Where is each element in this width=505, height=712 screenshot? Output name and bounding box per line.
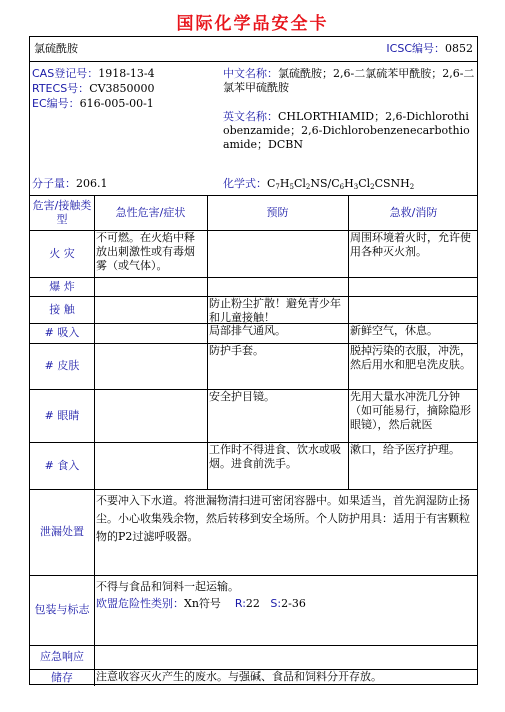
rtecs-value: CV3850000 <box>89 82 155 95</box>
column-header: 急性危害/症状 <box>115 205 186 219</box>
eu-classification <box>96 597 477 611</box>
formula-part: C <box>267 177 276 190</box>
divider <box>30 61 477 62</box>
first-aid <box>348 296 479 323</box>
formula-subscript: 2 <box>370 183 375 191</box>
hazard-type: # 吸入 <box>44 326 80 339</box>
first-aid: 脱掉污染的衣服，冲洗，然后用水和肥皂洗皮肤。 <box>350 344 471 371</box>
safety-card <box>29 36 478 685</box>
cas-number <box>32 67 155 81</box>
english-name <box>223 110 475 152</box>
hazard-symptom <box>94 442 207 489</box>
first-aid: 先用大量水冲洗几分钟（如可能易行，摘除隐形眼镜），然后就医 <box>350 390 471 431</box>
ec-label: EC编号： <box>32 97 80 110</box>
cas-label: CAS登记号： <box>32 67 99 80</box>
formula-subscript: 7 <box>275 183 280 191</box>
hazard-symptom <box>94 296 207 323</box>
column-header: 预防 <box>266 205 289 219</box>
icsc-value: 0852 <box>445 42 473 55</box>
packaging-line: 不得与食品和饲料一起运输。 <box>96 580 239 593</box>
icsc-number <box>386 42 473 56</box>
ec-value: 616-005-00-1 <box>79 97 154 110</box>
hazard-type: # 食入 <box>44 458 80 472</box>
formula-subscript: 3 <box>353 183 359 191</box>
formula-part: H <box>344 177 354 190</box>
prevention: 局部排气通风。 <box>209 324 286 337</box>
spill-text: 不要冲入下水道。将泄漏物清扫进可密闭容器中。如果适当，首先润湿防止扬尘。小心收集残余物，然后转移到安全场所。个人防护用具：适用于有害颗粒物的P2过滤呼吸器。 <box>96 494 470 543</box>
column-header: 危害/接触类型 <box>32 198 92 226</box>
divider <box>94 195 95 489</box>
spill-label: 泄漏处置 <box>40 525 84 538</box>
formula-part: Cl <box>293 177 306 190</box>
eu-label: 欧盟危险性类别： <box>96 597 184 610</box>
hazard-type: # 眼睛 <box>44 408 80 422</box>
hazard-type: 火 灾 <box>49 246 75 260</box>
hazard-type: 接 触 <box>49 302 75 316</box>
hazard-type: 爆 炸 <box>49 279 75 293</box>
formula-label: 化学式： <box>223 177 267 190</box>
formula-part: NS/C <box>310 177 340 190</box>
formula-subscript: 5 <box>289 183 294 191</box>
ec-number <box>32 97 154 111</box>
eu-symbol: Xn符号 <box>184 597 235 610</box>
formula-part: Cl <box>358 177 371 190</box>
first-aid: 新鲜空气，休息。 <box>350 324 438 337</box>
r-label: R: <box>234 597 246 610</box>
prevention: 安全护目镜。 <box>209 390 275 403</box>
formula-subscript: 6 <box>339 183 345 191</box>
first-aid <box>348 277 479 296</box>
hazard-type: # 皮肤 <box>44 359 80 372</box>
formula-value <box>267 177 414 190</box>
chemical-formula <box>223 177 414 194</box>
rtecs-label: RTECS号： <box>32 82 90 95</box>
prevention: 防止粉尘扩散！避免青少年和儿童接触！ <box>209 297 341 323</box>
column-header: 急救/消防 <box>389 205 438 219</box>
en-value: CHLORTHIAMID；2,6-Dichlorothiobenzamide；2,6-Dichlorobenzenecarbothio amide；DCBN <box>223 110 470 151</box>
cn-value: 氯硫酰胺；2,6-二氯硫苯甲酰胺；2,6-二氯苯甲硫酰胺 <box>223 67 475 94</box>
emergency-text <box>94 645 479 669</box>
divider <box>348 195 349 489</box>
storage-text: 注意收容灭火产生的废水。与强碱、食品和饲料分开存放。 <box>96 670 382 683</box>
emergency-label: 应急响应 <box>40 650 84 663</box>
storage-label: 储存 <box>51 670 73 684</box>
r-value: 22 <box>245 597 271 610</box>
formula-part: CSNH <box>374 177 410 190</box>
prevention: 防护手套。 <box>209 344 264 357</box>
rtecs-number <box>32 82 155 96</box>
hazard-symptom: 不可燃。在火焰中释放出刺激性或有毒烟雾（或气体）。 <box>96 231 195 272</box>
hazard-symptom <box>94 323 207 343</box>
cn-label: 中文名称： <box>223 67 278 80</box>
icsc-label: ICSC编号： <box>386 42 445 55</box>
formula-subscript: 2 <box>305 183 311 191</box>
packaging-label: 包装与标志 <box>34 603 90 616</box>
prevention: 工作时不得进食、饮水或吸烟。进食前洗手。 <box>209 443 341 470</box>
prevention <box>207 277 348 296</box>
en-label: 英文名称： <box>223 110 278 123</box>
hazard-symptom <box>94 343 207 389</box>
chemical-name: 氯硫酰胺 <box>34 42 78 55</box>
formula-subscript: 2 <box>409 183 415 191</box>
formula-part: H <box>279 177 290 190</box>
molecular-weight <box>32 177 108 191</box>
first-aid: 周围环境着火时，允许使用各种灭火剂。 <box>350 231 471 258</box>
cas-value: 1918-13-4 <box>98 67 155 80</box>
hazard-symptom <box>94 277 207 296</box>
divider <box>207 195 208 489</box>
prevention <box>207 230 348 277</box>
chinese-name <box>223 67 475 95</box>
first-aid: 漱口，给予医疗护理。 <box>350 443 460 456</box>
packaging-text <box>94 575 479 645</box>
mw-label: 分子量： <box>32 177 76 190</box>
s-value: 2-36 <box>281 597 306 610</box>
card-title: 国际化学品安全卡 <box>176 14 329 34</box>
hazard-symptom <box>94 389 207 442</box>
s-label: S: <box>270 597 282 610</box>
mw-value: 206.1 <box>76 177 108 190</box>
